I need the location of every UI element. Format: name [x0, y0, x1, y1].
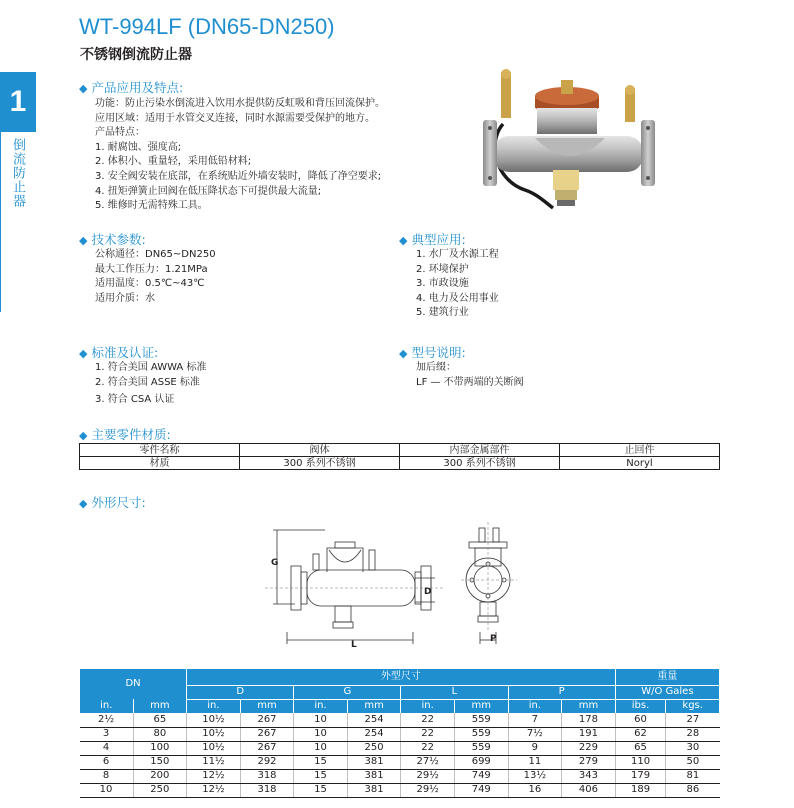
materials-cell: 300 系列不锈钢 [400, 457, 560, 470]
tech-line: 适用温度：0.5℃~43℃ [95, 278, 205, 290]
tech-line: 公称通径：DN65~DN250 [95, 249, 216, 260]
materials-header-cell: 内部金属部件 [400, 444, 560, 457]
materials-cell: 300 系列不锈钢 [240, 457, 400, 470]
applications-line: 1. 水厂及水源工程 [416, 249, 499, 260]
features-line: 产品特点： [95, 127, 145, 139]
diamond-icon: ◆ [79, 429, 88, 442]
table-cell: 381 [347, 755, 401, 769]
dimension-table [79, 669, 720, 798]
chapter-tab [0, 72, 36, 132]
table-cell: 3 [80, 727, 134, 741]
diamond-icon: ◆ [399, 234, 408, 247]
table-cell: 22 [401, 713, 455, 727]
table-cell: 7½ [508, 727, 562, 741]
table-cell: 29½ [401, 783, 455, 797]
materials-header-row [80, 444, 720, 457]
table-cell: 80 [133, 727, 187, 741]
valve-photo [475, 62, 670, 222]
table-cell: 559 [454, 713, 508, 727]
table-cell: 27 [666, 713, 720, 727]
drawing-label-p: P [490, 634, 497, 644]
dim-unit-cell: mm [133, 699, 187, 713]
table-cell: 29½ [401, 769, 455, 783]
tech-text [95, 248, 216, 306]
table-cell: 15 [294, 783, 347, 797]
table-cell: 10½ [187, 727, 241, 741]
features-line: 1. 耐腐蚀、强度高; [95, 141, 182, 153]
table-cell: 250 [133, 783, 187, 797]
table-cell: 13½ [508, 769, 562, 783]
standards-line: 3. 符合 CSA 认证 [95, 394, 175, 406]
model-heading-text: 型号说明: [411, 345, 466, 360]
dim-header-dn: DN [80, 669, 187, 699]
features-heading [79, 78, 183, 96]
features-line: 3. 安全阀安装在底部，在系统贴近外墙安装时，降低了净空要求; [95, 170, 382, 182]
table-cell: 267 [240, 713, 294, 727]
materials-header-cell: 零件名称 [80, 444, 240, 457]
applications-line: 3. 市政设施 [416, 278, 469, 290]
table-cell: 16 [508, 783, 562, 797]
table-row [80, 755, 720, 769]
dim-unit-cell: in. [80, 699, 134, 713]
dimensions-heading-text: 外形尺寸: [91, 495, 146, 510]
dim-unit-cell: mm [454, 699, 508, 713]
applications-line: 2. 环境保护 [416, 263, 469, 275]
dim-header-col: D [187, 685, 294, 699]
table-cell: 10 [80, 783, 134, 797]
table-cell: 749 [454, 783, 508, 797]
table-cell: 267 [240, 727, 294, 741]
dim-table-body [80, 713, 720, 797]
materials-table [79, 443, 720, 470]
table-row [80, 741, 720, 755]
table-cell: 22 [401, 727, 455, 741]
model-line: LF — 不带两端的关断阀 [416, 376, 524, 388]
tech-heading-text: 技术参数: [91, 232, 146, 247]
table-cell: 200 [133, 769, 187, 783]
table-cell: 81 [666, 769, 720, 783]
dim-header-col: G [294, 685, 401, 699]
dim-header-col: P [508, 685, 615, 699]
table-row [80, 769, 720, 783]
model-line: 加后缀： [416, 362, 456, 373]
table-row [80, 783, 720, 797]
dim-unit-cell: in. [294, 699, 347, 713]
page-title: WT-994LF (DN65-DN250) [79, 14, 335, 39]
table-cell: 189 [615, 783, 666, 797]
drawing-label-d: D [424, 587, 432, 597]
model-heading [399, 343, 466, 361]
standards-heading-text: 标准及认证: [91, 345, 159, 360]
applications-heading [399, 230, 466, 248]
table-cell: 229 [562, 741, 616, 755]
tech-line: 适用介质：水 [95, 292, 155, 304]
table-cell: 279 [562, 755, 616, 769]
dimension-drawing [265, 520, 535, 650]
dimensions-heading [79, 493, 146, 511]
table-cell: 178 [562, 713, 616, 727]
features-line: 功能：防止污染水倒流进入饮用水提供防反虹吸和背压回流保护。 [95, 98, 385, 109]
table-cell: 559 [454, 741, 508, 755]
table-cell: 60 [615, 713, 666, 727]
features-line: 4. 扭矩弹簧止回阀在低压降状态下可提供最大流量; [95, 185, 322, 197]
materials-heading-text: 主要零件材质: [91, 427, 171, 442]
features-line: 应用区域：适用于水管交叉连接，同时水源需要受保护的地方。 [95, 112, 375, 124]
dim-header-col: L [401, 685, 508, 699]
table-cell: 10½ [187, 713, 241, 727]
table-cell: 12½ [187, 783, 241, 797]
table-cell: 406 [562, 783, 616, 797]
tech-line: 最大工作压力：1.21MPa [95, 263, 208, 275]
table-cell: 50 [666, 755, 720, 769]
dim-unit-cell: in. [508, 699, 562, 713]
dim-unit-cell: kgs. [666, 699, 720, 713]
table-cell: 250 [347, 741, 401, 755]
materials-cell: 材质 [80, 457, 240, 470]
table-cell: 8 [80, 769, 134, 783]
standards-line: 1. 符合美国 AWWA 标准 [95, 362, 207, 373]
applications-line: 4. 电力及公用事业 [416, 292, 499, 304]
table-cell: 191 [562, 727, 616, 741]
table-cell: 30 [666, 741, 720, 755]
table-cell: 292 [240, 755, 294, 769]
features-line: 2. 体积小、重量轻，采用低铅材料; [95, 156, 252, 168]
table-row [80, 727, 720, 741]
dim-header-weight-sub: W/O Gales [615, 685, 719, 699]
table-cell: 65 [615, 741, 666, 755]
table-cell: 2½ [80, 713, 134, 727]
drawing-label-l: L [351, 640, 357, 650]
table-cell: 749 [454, 769, 508, 783]
features-text [95, 97, 385, 214]
table-cell: 381 [347, 769, 401, 783]
table-cell: 65 [133, 713, 187, 727]
applications-line: 5. 建筑行业 [416, 307, 469, 319]
diamond-icon: ◆ [79, 234, 88, 247]
table-cell: 86 [666, 783, 720, 797]
table-cell: 9 [508, 741, 562, 755]
table-cell: 10 [294, 713, 347, 727]
table-row [80, 713, 720, 727]
table-cell: 110 [615, 755, 666, 769]
diamond-icon: ◆ [79, 82, 88, 95]
tech-heading [79, 230, 146, 248]
table-cell: 559 [454, 727, 508, 741]
standards-heading [79, 343, 158, 361]
diamond-icon: ◆ [79, 347, 88, 360]
features-heading-text: 产品应用及特点: [91, 80, 184, 95]
table-cell: 4 [80, 741, 134, 755]
model-text [416, 361, 524, 390]
dim-header-group: 外型尺寸 [187, 669, 616, 685]
table-cell: 7 [508, 713, 562, 727]
chapter-number: 1 [9, 85, 27, 118]
table-cell: 267 [240, 741, 294, 755]
standards-text [95, 361, 206, 408]
dim-unit-cell: mm [562, 699, 616, 713]
table-cell: 62 [615, 727, 666, 741]
table-cell: 12½ [187, 769, 241, 783]
dim-header-row [80, 669, 720, 685]
materials-cell: Noryl [560, 457, 720, 470]
table-cell: 254 [347, 727, 401, 741]
page-subtitle: 不锈钢倒流防止器 [80, 47, 192, 63]
dim-unit-cell: mm [240, 699, 294, 713]
diamond-icon: ◆ [399, 347, 408, 360]
dim-unit-cell: in. [401, 699, 455, 713]
table-cell: 100 [133, 741, 187, 755]
table-cell: 318 [240, 769, 294, 783]
table-cell: 150 [133, 755, 187, 769]
table-cell: 11 [508, 755, 562, 769]
table-cell: 15 [294, 755, 347, 769]
standards-line: 2. 符合美国 ASSE 标准 [95, 376, 200, 388]
table-cell: 10 [294, 727, 347, 741]
materials-row [80, 457, 720, 470]
table-cell: 27½ [401, 755, 455, 769]
applications-text [416, 248, 499, 321]
materials-header-cell: 止回件 [560, 444, 720, 457]
table-cell: 28 [666, 727, 720, 741]
features-line: 5. 维修时无需特殊工具。 [95, 200, 208, 212]
table-cell: 11½ [187, 755, 241, 769]
table-cell: 10½ [187, 741, 241, 755]
table-cell: 318 [240, 783, 294, 797]
table-cell: 343 [562, 769, 616, 783]
table-cell: 254 [347, 713, 401, 727]
applications-heading-text: 典型应用: [411, 232, 466, 247]
table-cell: 10 [294, 741, 347, 755]
table-cell: 179 [615, 769, 666, 783]
drawing-label-g: G [271, 558, 279, 568]
materials-header-cell: 阀体 [240, 444, 400, 457]
table-cell: 6 [80, 755, 134, 769]
dim-unit-cell: ibs. [615, 699, 666, 713]
dim-unit-cell: in. [187, 699, 241, 713]
chapter-label: 倒流防止器 [10, 138, 25, 208]
table-cell: 381 [347, 783, 401, 797]
dim-unit-row [80, 699, 720, 713]
diamond-icon: ◆ [79, 497, 88, 510]
table-cell: 699 [454, 755, 508, 769]
table-cell: 15 [294, 769, 347, 783]
table-cell: 22 [401, 741, 455, 755]
dim-unit-cell: mm [347, 699, 401, 713]
materials-heading [79, 425, 171, 443]
dim-header-weight: 重量 [615, 669, 719, 685]
